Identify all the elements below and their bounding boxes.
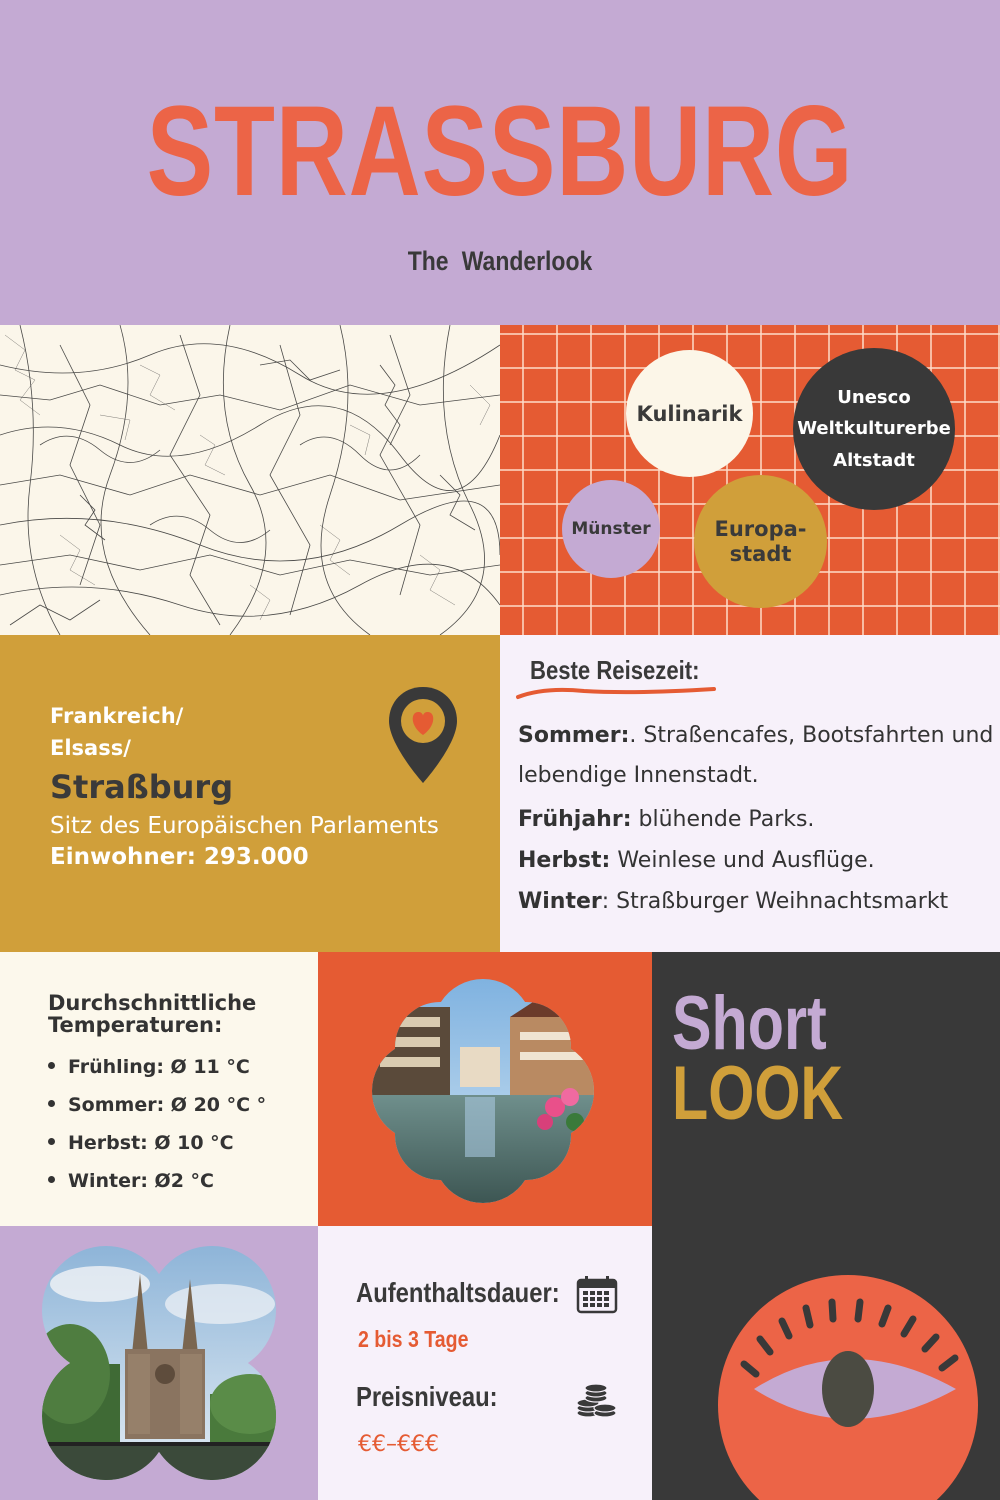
page-subtitle: The Wanderlook [407,246,593,276]
summer-text: . Straßencafes, Bootsfahrten und [629,723,994,748]
short-look-line2: LOOK [672,1051,844,1136]
highlight-unesco [793,348,955,510]
eye-icon [652,1237,1000,1500]
spring-text: blühende Parks. [631,807,815,832]
canal-photo-panel [318,952,652,1226]
travel-time-winter [518,889,948,914]
temperature-spring: Frühling: Ø 11 °C [48,1056,250,1078]
highlight-kulinarik [626,350,753,477]
duration-value: 2 bis 3 Tage [358,1326,469,1352]
price-label: Preisniveau: [356,1381,498,1412]
price-value: €€–€€€ [358,1432,439,1457]
location-region: Elsass/ [50,736,131,760]
location-country: Frankreich/ [50,704,184,728]
location-panel [0,635,500,952]
heart-location-pin-icon [387,685,459,785]
summer-label: Sommer: [518,723,630,748]
highlight-unesco-line3: Altstadt [833,449,915,471]
temperature-heading [48,992,256,1036]
temperature-summer: Sommer: Ø 20 °C ° [48,1094,266,1116]
temperature-winter: Winter: Ø2 °C [48,1170,214,1192]
temperature-heading-line2: Temperaturen: [48,1013,223,1038]
highlight-europastadt [694,475,827,608]
highlight-europastadt-line2: stadt [729,541,792,566]
heading-underline [514,685,724,703]
highlight-europastadt-line1: Europa- [714,517,807,542]
travel-time-heading: Beste Reisezeit: [530,655,700,685]
temperature-heading-line1: Durchschnittliche [48,991,257,1015]
church-photo [40,1244,278,1482]
summer-text-continued: lebendige Innenstadt. [518,763,759,788]
temperature-autumn: Herbst: Ø 10 °C [48,1132,234,1154]
canal-photo [370,977,596,1205]
street-map-graphic [0,325,500,635]
location-population: Einwohner: 293.000 [50,844,309,870]
page-title: STRASSBURG [146,80,854,223]
travel-time-summer [518,723,993,748]
travel-time-autumn [518,848,875,873]
city-map [0,325,500,635]
stay-panel [318,1226,652,1500]
location-city: Straßburg [50,768,234,806]
church-photo-panel [0,1226,318,1500]
winter-text: : Straßburger Weihnachtsmarkt [601,889,949,914]
highlight-muenster-label: Münster [571,519,651,539]
calendar-icon [576,1276,618,1314]
highlight-unesco-line2: Weltkulturerbe [797,418,951,440]
highlight-muenster [562,480,660,578]
temperature-panel [0,952,318,1226]
autumn-label: Herbst: [518,848,611,873]
winter-label: Winter [518,889,602,914]
short-look-panel [652,952,1000,1500]
highlight-unesco-line1: Unesco [837,386,911,408]
short-look-line1: Short [672,981,827,1066]
travel-time-spring [518,807,814,832]
highlights-panel [500,325,1000,635]
autumn-text: Weinlese und Ausflüge. [610,848,875,873]
location-fact: Sitz des Europäischen Parlaments [50,813,439,839]
travel-time-panel [500,635,1000,952]
spring-label: Frühjahr: [518,807,632,832]
highlight-kulinarik-label: Kulinarik [636,401,743,426]
duration-label: Aufenthaltsdauer: [356,1277,560,1308]
coins-icon [574,1382,618,1418]
